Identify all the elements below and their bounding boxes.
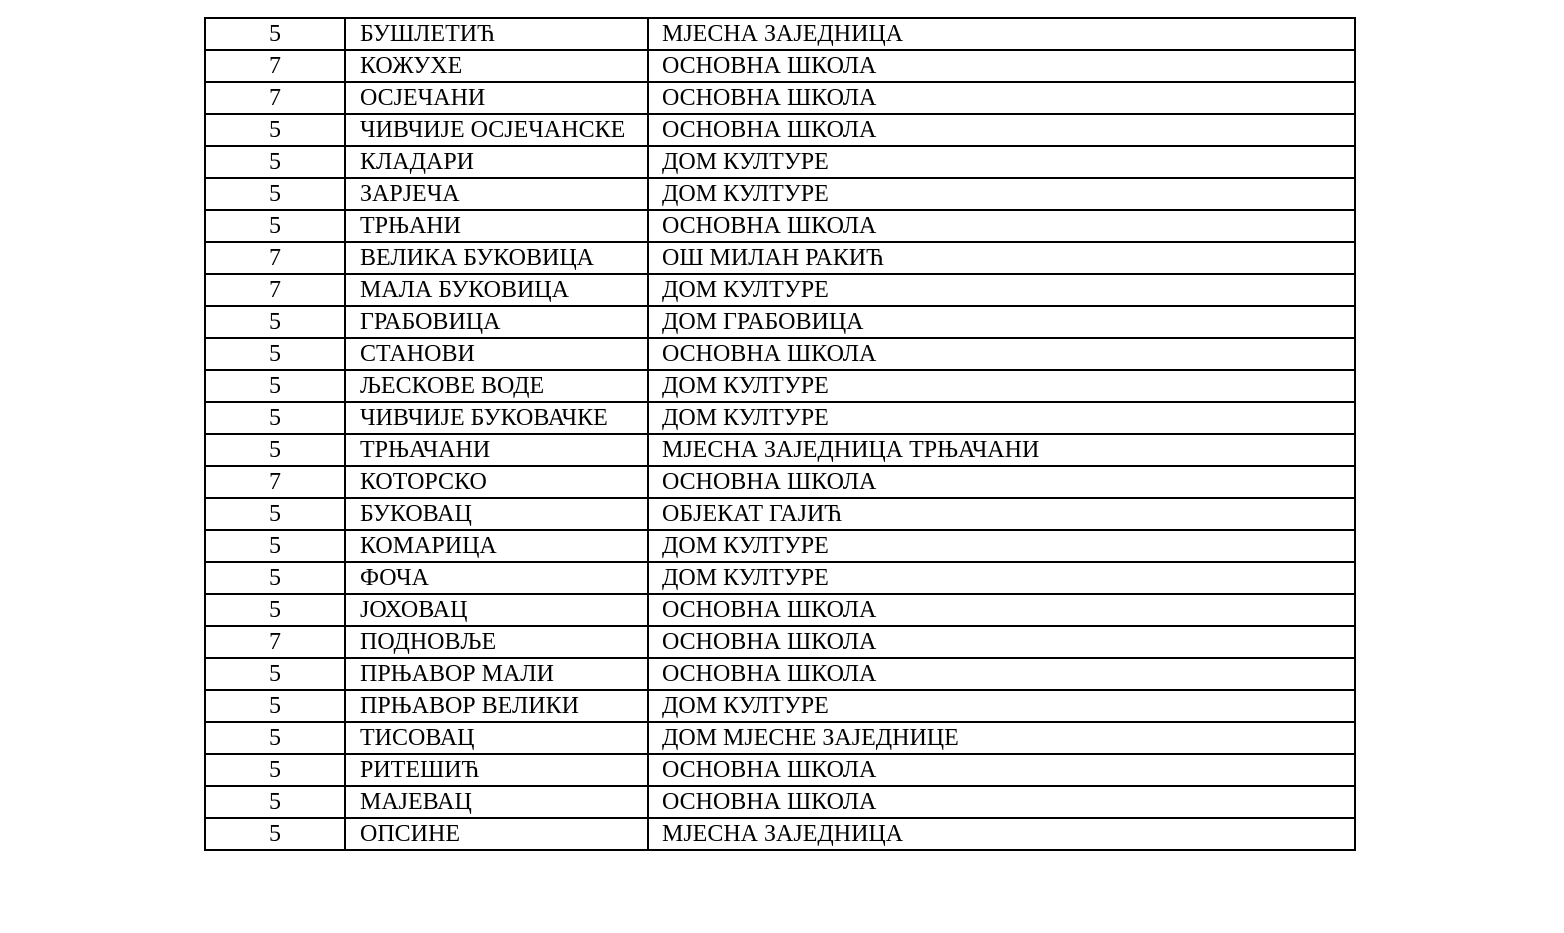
table-row [205,50,1355,82]
place-name-cell: СТАНОВИ [345,338,648,370]
row-number-cell: 5 [205,114,345,146]
place-name-cell: ПРЊАВОР МАЛИ [345,658,648,690]
row-number-cell: 5 [205,370,345,402]
row-number-cell: 5 [205,594,345,626]
row-number-cell: 7 [205,82,345,114]
place-name-cell: ОСЈЕЧАНИ [345,82,648,114]
venue-cell: ДОМ КУЛТУРЕ [648,402,1355,434]
place-name-cell: ОПСИНЕ [345,818,648,850]
place-name-cell: ЗАРЈЕЧА [345,178,648,210]
place-name-cell: БУКОВАЦ [345,498,648,530]
row-number-cell: 5 [205,338,345,370]
venue-cell: ДОМ КУЛТУРЕ [648,146,1355,178]
table-row [205,274,1355,306]
venue-cell: ОСНОВНА ШКОЛА [648,82,1355,114]
row-number-cell: 7 [205,274,345,306]
place-name-cell: КОЖУХЕ [345,50,648,82]
table-row [205,466,1355,498]
table-row [205,146,1355,178]
place-name-cell: КОМАРИЦА [345,530,648,562]
venue-cell: ОСНОВНА ШКОЛА [648,626,1355,658]
table-row [205,434,1355,466]
table-row [205,402,1355,434]
place-name-cell: ТРЊАНИ [345,210,648,242]
table-row [205,594,1355,626]
venue-cell: ОСНОВНА ШКОЛА [648,786,1355,818]
row-number-cell: 5 [205,498,345,530]
place-name-cell: ПРЊАВОР ВЕЛИКИ [345,690,648,722]
place-name-cell: КЛАДАРИ [345,146,648,178]
table-row [205,18,1355,50]
venue-cell: ДОМ ГРАБОВИЦА [648,306,1355,338]
venue-cell: ОШ МИЛАН РАКИЋ [648,242,1355,274]
venue-cell: ОСНОВНА ШКОЛА [648,114,1355,146]
venue-cell: ОСНОВНА ШКОЛА [648,338,1355,370]
place-name-cell: ПОДНОВЉЕ [345,626,648,658]
place-name-cell: ЈОХОВАЦ [345,594,648,626]
place-name-cell: ВЕЛИКА БУКОВИЦА [345,242,648,274]
venue-cell: ДОМ КУЛТУРЕ [648,274,1355,306]
venue-cell: ДОМ МЈЕСНЕ ЗАЈЕДНИЦЕ [648,722,1355,754]
place-name-cell: ЧИВЧИЈЕ ОСЈЕЧАНСКЕ [345,114,648,146]
polling-locations-table [204,17,1356,851]
venue-cell: ОСНОВНА ШКОЛА [648,658,1355,690]
place-name-cell: ТИСОВАЦ [345,722,648,754]
table-row [205,786,1355,818]
venue-cell: ДОМ КУЛТУРЕ [648,562,1355,594]
venue-cell: ДОМ КУЛТУРЕ [648,690,1355,722]
venue-cell: ДОМ КУЛТУРЕ [648,530,1355,562]
table-row [205,370,1355,402]
row-number-cell: 5 [205,434,345,466]
table-row [205,722,1355,754]
venue-cell: ОСНОВНА ШКОЛА [648,594,1355,626]
venue-cell: МЈЕСНА ЗАЈЕДНИЦА [648,18,1355,50]
venue-cell: ДОМ КУЛТУРЕ [648,370,1355,402]
table-row [205,754,1355,786]
table-row [205,498,1355,530]
place-name-cell: ТРЊАЧАНИ [345,434,648,466]
table-row [205,626,1355,658]
table-row [205,658,1355,690]
row-number-cell: 5 [205,786,345,818]
row-number-cell: 5 [205,530,345,562]
place-name-cell: ФОЧА [345,562,648,594]
venue-cell: МЈЕСНА ЗАЈЕДНИЦА ТРЊАЧАНИ [648,434,1355,466]
row-number-cell: 7 [205,242,345,274]
table-row [205,338,1355,370]
table-row [205,530,1355,562]
row-number-cell: 5 [205,690,345,722]
place-name-cell: ГРАБОВИЦА [345,306,648,338]
venue-cell: МЈЕСНА ЗАЈЕДНИЦА [648,818,1355,850]
row-number-cell: 5 [205,754,345,786]
row-number-cell: 5 [205,306,345,338]
venue-cell: ДОМ КУЛТУРЕ [648,178,1355,210]
table-row [205,690,1355,722]
place-name-cell: ЉЕСКОВЕ ВОДЕ [345,370,648,402]
table-row [205,242,1355,274]
row-number-cell: 5 [205,210,345,242]
row-number-cell: 7 [205,466,345,498]
row-number-cell: 5 [205,18,345,50]
table-row [205,82,1355,114]
row-number-cell: 5 [205,402,345,434]
row-number-cell: 5 [205,562,345,594]
row-number-cell: 5 [205,178,345,210]
table-row [205,562,1355,594]
row-number-cell: 5 [205,722,345,754]
place-name-cell: РИТЕШИЋ [345,754,648,786]
row-number-cell: 5 [205,658,345,690]
place-name-cell: ЧИВЧИЈЕ БУКОВАЧКЕ [345,402,648,434]
row-number-cell: 7 [205,50,345,82]
row-number-cell: 5 [205,146,345,178]
table-row [205,114,1355,146]
venue-cell: ОСНОВНА ШКОЛА [648,210,1355,242]
venue-cell: ОБЈЕКАТ ГАЈИЋ [648,498,1355,530]
venue-cell: ОСНОВНА ШКОЛА [648,466,1355,498]
row-number-cell: 5 [205,818,345,850]
table-row [205,818,1355,850]
table-row [205,178,1355,210]
place-name-cell: БУШЛЕТИЋ [345,18,648,50]
place-name-cell: КОТОРСКО [345,466,648,498]
place-name-cell: МАЛА БУКОВИЦА [345,274,648,306]
venue-cell: ОСНОВНА ШКОЛА [648,754,1355,786]
venue-cell: ОСНОВНА ШКОЛА [648,50,1355,82]
place-name-cell: МАЈЕВАЦ [345,786,648,818]
table-row [205,306,1355,338]
row-number-cell: 7 [205,626,345,658]
table-row [205,210,1355,242]
